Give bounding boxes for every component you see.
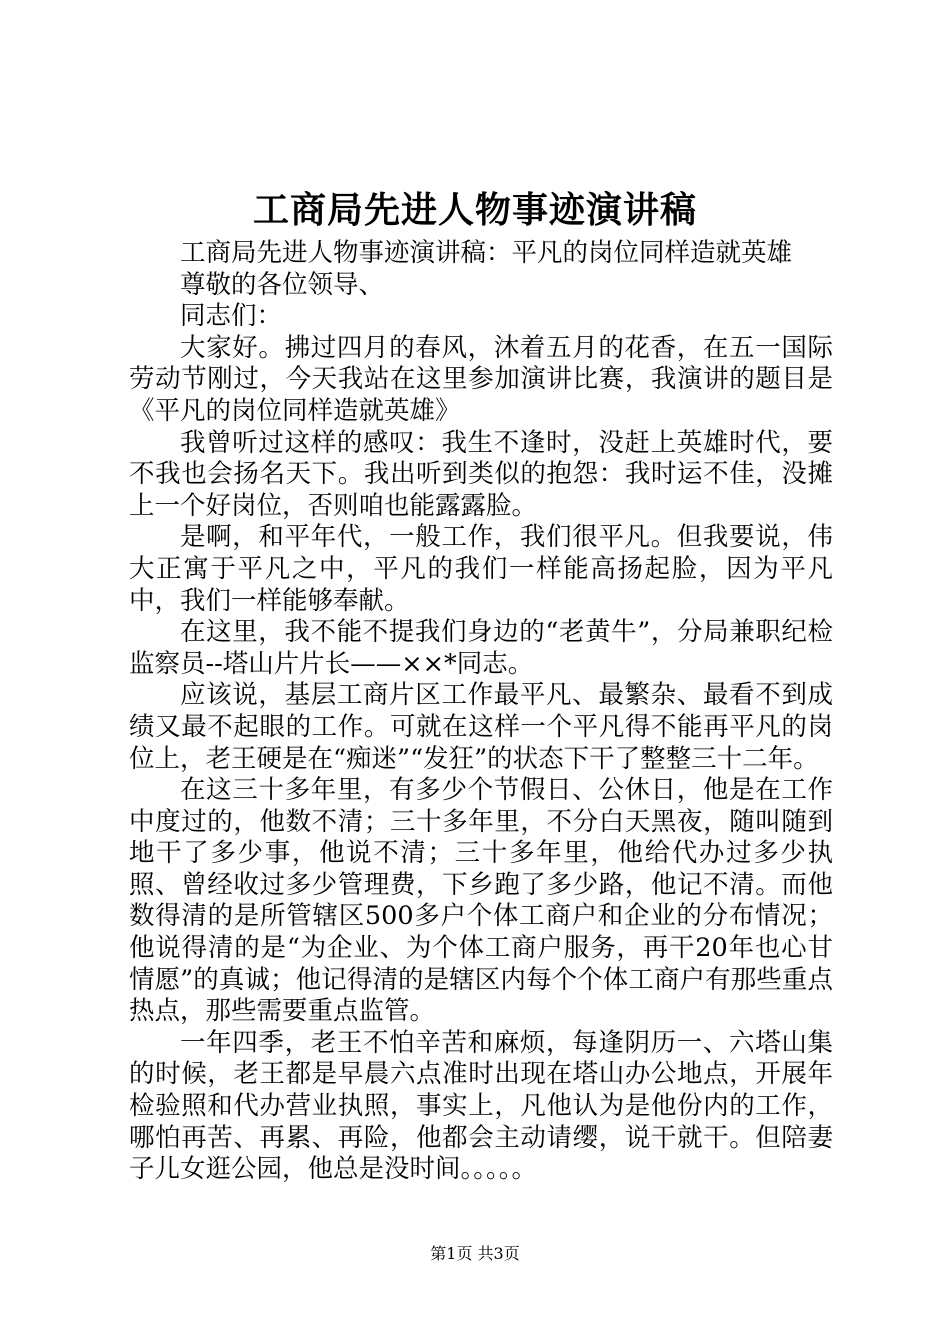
paragraph-salutation-leaders: 尊敬的各位领导、 xyxy=(180,269,385,300)
paragraph-lament: 我曾听过这样的感叹：我生不逢时，没赶上英雄时代，要不我也会扬名天下。我出听到类似的抱怨：我时运不佳，没摊上一个好岗位，否则咱也能露露脸。 xyxy=(129,427,833,521)
paragraph-subtitle: 工商局先进人物事迹演讲稿：平凡的岗位同样造就英雄 xyxy=(180,238,793,268)
paragraph-grassroots-work: 应该说，基层工商片区工作最平凡、最繁杂、最看不到成绩又最不起眼的工作。可就在这样一个平凡得不能再平凡的岗位上，老王硬是在“痴迷”“发狂”的状态下干了整整三十二年。 xyxy=(129,680,833,774)
paragraph-ordinary: 是啊，和平年代，一般工作，我们很平凡。但我要说，伟大正寓于平凡之中，平凡的我们一样能高扬起脸，因为平凡中，我们一样能够奉献。 xyxy=(129,522,833,616)
document-title: 工商局先进人物事迹演讲稿 xyxy=(252,189,697,231)
paragraph-introduction: 在这里，我不能不提我们身边的“老黄牛”，分局兼职纪检监察员--塔山片片长——××*同志。 xyxy=(129,617,833,679)
paragraph-four-seasons: 一年四季，老王不怕辛苦和麻烦，每逢阴历一、六塔山集的时候，老王都是早晨六点准时出现在塔山办公地点，开展年检验照和代办营业执照，事实上，凡他认为是他份内的工作，哪怕再苦、再累、再险，他都会主动请缨，说干就干。但陪妻子儿女逛公园，他总是没时间。。。。。 xyxy=(129,1027,833,1185)
paragraph-greeting: 大家好。拂过四月的春风，沐着五月的花香，在五一国际劳动节刚过，今天我站在这里参加演讲比赛，我演讲的题目是《平凡的岗位同样造就英雄》 xyxy=(129,332,833,426)
paragraph-salutation-comrades: 同志们： xyxy=(180,301,283,332)
document-body xyxy=(129,238,833,1186)
page-number-footer: 第1页 共3页 xyxy=(430,1244,520,1263)
paragraph-thirty-years: 在这三十多年里，有多少个节假日、公休日，他是在工作中度过的，他数不清；三十多年里，不分白天黑夜，随叫随到地干了多少事，他说不清；三十多年里，他给代办过多少执照、曾经收过多少管理费，下乡跑了多少路，他记不清。而他数得清的是所管辖区500多户个体工商户和企业的分布情况；他说得清的是“为企业、为个体工商户服务，再干20年也心甘情愿”的真诚；他记得清的是辖区内每个个体工商户有那些重点热点，那些需要重点监管。 xyxy=(129,775,833,1027)
